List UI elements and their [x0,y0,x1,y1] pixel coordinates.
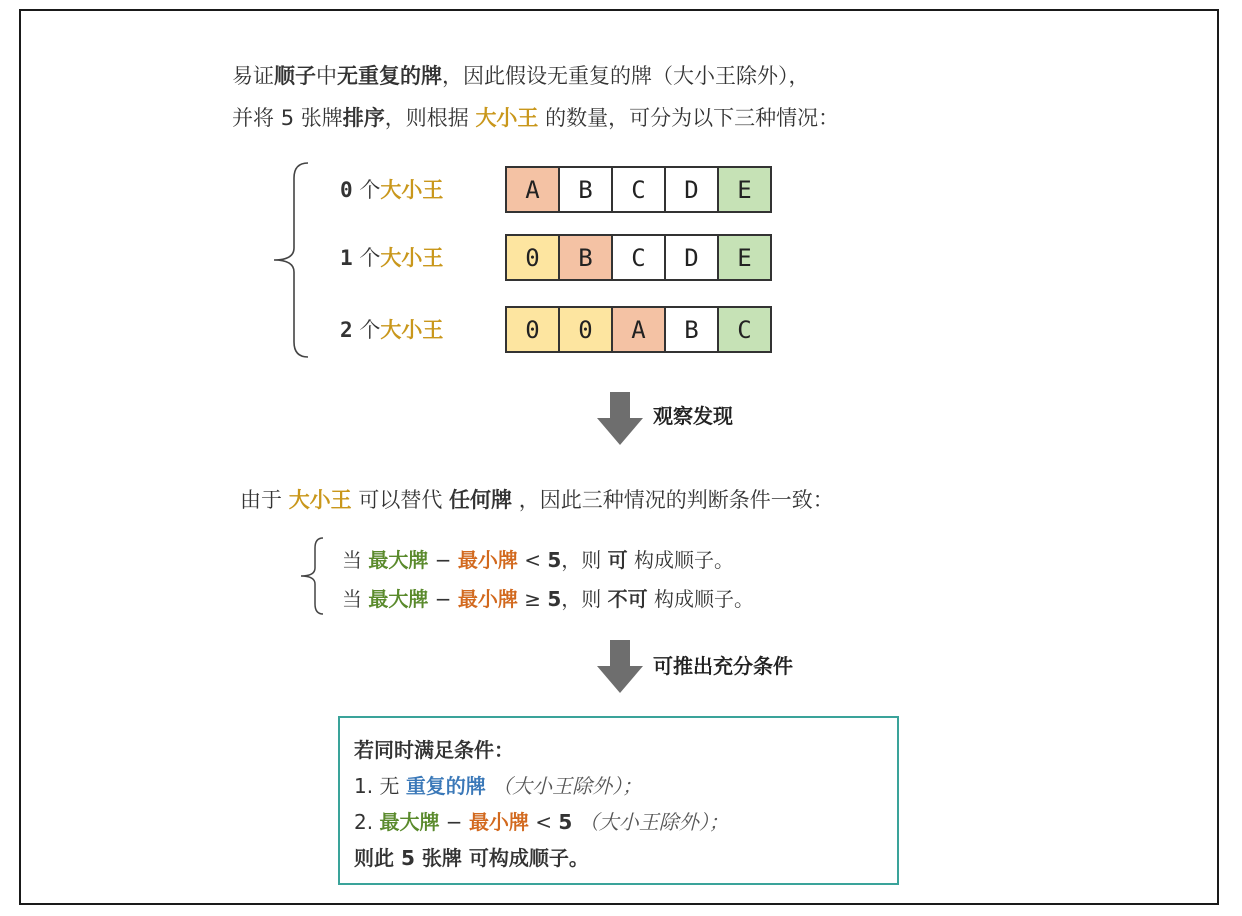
intro-line-1 [232,60,810,90]
text-segment: 最小牌 [457,548,518,572]
text-segment: 排序 [342,106,385,130]
text-segment: 大小王 [288,488,352,512]
card: A [505,166,560,213]
joker-label: 大小王 [380,178,444,202]
text-segment: 5 [547,548,562,572]
text-segment: 5 [280,106,295,130]
down-arrow-icon [597,640,643,694]
joker-count: 0 [340,178,353,202]
text-segment: （大小王除外）； [485,774,643,798]
card-row [505,234,772,281]
left-curly-brace-icon [295,536,331,616]
left-curly-brace-icon [268,160,318,360]
text-segment: 若同时满足条件： [354,738,514,762]
card: B [558,234,613,281]
text-segment: 构成顺子。 [647,587,754,611]
text-segment: 可以替代 [351,488,450,512]
card: E [717,234,772,281]
card: C [611,234,666,281]
arrow-label-deduce: 可推出充分条件 [653,654,793,678]
conclusion-line [354,732,883,768]
text-segment: （大小王除外）； [572,810,729,834]
card-row [505,166,772,213]
card-row [505,306,772,353]
text-segment: 顺子 [274,64,316,88]
text-segment: 由于 [240,488,289,512]
card: B [558,166,613,213]
middle-statement [240,484,834,514]
card: 0 [505,306,560,353]
row-label [340,314,443,344]
card: A [611,306,666,353]
text-segment: 则此 [354,846,401,870]
card: 0 [505,234,560,281]
text-segment: 不可 [607,587,648,611]
text-segment: 张牌 [294,106,343,130]
condition-line-2 [342,583,754,612]
card: 0 [558,306,613,353]
text-segment: 最大牌 [379,810,440,834]
conclusion-line [354,804,883,840]
text-segment: 无 [379,774,406,798]
text-segment: − [428,548,458,572]
card: D [664,234,719,281]
joker-count: 1 [340,246,353,270]
text-segment: 最小牌 [468,810,529,834]
text-segment: 5 [400,846,415,870]
joker-label: 大小王 [380,318,444,342]
text-segment: 最小牌 [457,587,518,611]
row-unit: 个 [352,318,381,342]
down-arrow-icon [597,392,643,446]
condition-line-1 [342,544,734,573]
card: D [664,166,719,213]
text-segment: 中 [316,64,337,88]
text-segment: 可构成顺子。 [468,846,589,870]
text-segment: 当 [342,548,369,572]
text-segment: 并将 [232,106,281,130]
text-segment: ，则根据 [384,106,476,130]
conclusion-box [338,716,899,885]
joker-label: 大小王 [380,246,444,270]
text-segment: 5 [547,587,562,611]
row-label [340,242,443,272]
text-segment: 易证 [232,64,274,88]
text-segment: ，因此三种情况的判断条件一致： [512,488,834,512]
card: B [664,306,719,353]
card: C [717,306,772,353]
text-segment: 最大牌 [368,587,429,611]
text-segment: 当 [342,587,369,611]
text-segment: ，则 [561,587,608,611]
text-segment: < [528,810,559,834]
text-segment: 重复的牌 [405,774,486,798]
text-segment: ，则 [561,548,608,572]
text-segment: − [439,810,469,834]
conclusion-line [354,840,883,876]
text-segment: 无重复的牌 [337,64,442,88]
intro-line-2 [232,102,839,132]
text-segment: 大小王 [475,106,539,130]
text-segment: 张牌 [414,846,469,870]
text-segment: 最大牌 [368,548,429,572]
text-segment: ≥ [517,587,548,611]
text-segment: 任何牌 [449,488,513,512]
text-segment: 构成顺子。 [627,548,734,572]
joker-count: 2 [340,318,353,342]
text-segment: 5 [558,810,573,834]
text-segment: < [517,548,548,572]
text-segment: 的数量，可分为以下三种情况： [538,106,840,130]
conclusion-line [354,768,883,804]
text-segment: 2. [354,810,380,834]
text-segment: 可 [607,548,628,572]
text-segment: ，因此假设无重复的牌（大小王除外）， [442,64,810,88]
card: E [717,166,772,213]
text-segment: 1. [354,774,380,798]
row-unit: 个 [352,178,381,202]
row-unit: 个 [352,246,381,270]
arrow-label-observe: 观察发现 [653,404,733,428]
card: C [611,166,666,213]
row-label [340,174,443,204]
text-segment: − [428,587,458,611]
